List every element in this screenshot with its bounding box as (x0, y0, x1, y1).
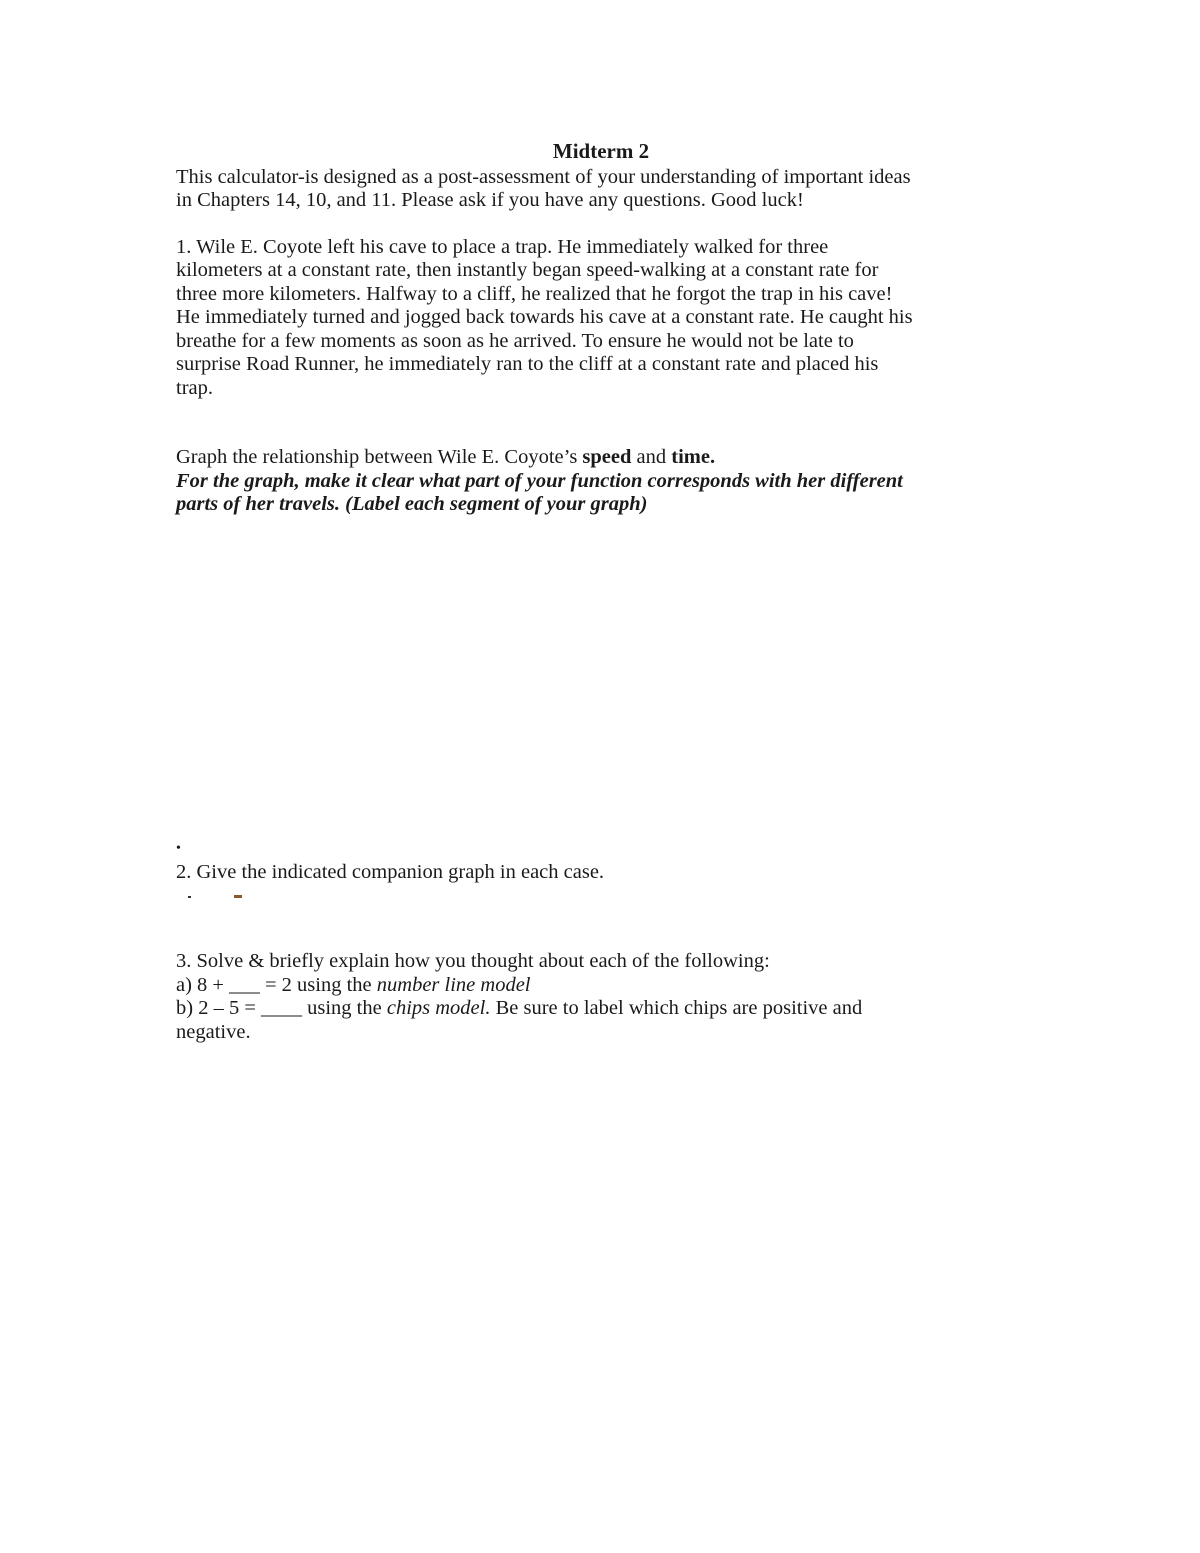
stray-mark (188, 896, 191, 898)
question-1-text (176, 236, 1036, 401)
q1-line: 1. Wile E. Coyote left his cave to place a trap. He immediately walked for three (176, 235, 829, 258)
q3b-instruction: Be sure to label which chips are positive and (490, 997, 863, 1019)
intro-line-1: This calculator-is designed as a post-assessment of your understanding of important ideas (176, 165, 911, 188)
q1-line: trap. (176, 376, 213, 399)
stray-mark (234, 895, 242, 898)
question-3b-continued: negative. (176, 1020, 251, 1043)
page-title: Midterm 2 (552, 139, 650, 163)
q1-line: kilometers at a constant rate, then instantly began speed-walking at a constant rate for (176, 259, 879, 281)
graph-prompt (176, 446, 1036, 470)
q1-line: three more kilometers. Halfway to a cliff, he realized that he forgot the trap in his cave! (176, 282, 893, 305)
q1-line: breathe for a few moments as soon as he arrived. To ensure he would not be late to (176, 329, 854, 352)
graph-prompt-speed: speed (582, 446, 632, 468)
graph-prompt-and: and (631, 446, 672, 468)
blank-answer-space (176, 517, 1036, 837)
q3b-model: chips model. (386, 997, 491, 1019)
q1-line: He immediately turned and jogged back towards his cave at a constant rate. He caught his (176, 306, 913, 328)
question-3-heading: 3. Solve & briefly explain how you thought about each of the following: (176, 950, 770, 972)
graph-prompt-period: . (709, 446, 716, 468)
question-3b (176, 997, 1036, 1021)
graph-instruction-line-2: parts of her travels. (Label each segment of your graph) (176, 493, 648, 515)
q3a-model: number line model (376, 973, 531, 996)
graph-instruction-line-1: For the graph, make it clear what part of your function corresponds with her different (176, 469, 903, 492)
graph-prompt-text: Graph the relationship between Wile E. Coyote’s (176, 446, 583, 468)
q1-line: surprise Road Runner, he immediately ran to the cliff at a constant rate and placed his (176, 353, 879, 375)
question-3a (176, 974, 1036, 998)
stray-marks (176, 884, 1036, 914)
bullet-mark: • (176, 840, 181, 856)
q3b-text: b) 2 – 5 = ____ using the (176, 997, 387, 1019)
exam-content (176, 140, 1036, 1044)
question-2-text: 2. Give the indicated companion graph in each case. (176, 860, 605, 883)
intro-line-2: in Chapters 14, 10, and 11. Please ask if you have any questions. Good luck! (176, 189, 804, 211)
graph-prompt-time: time (671, 446, 710, 468)
q3a-text: a) 8 + ___ = 2 using the (176, 973, 377, 996)
